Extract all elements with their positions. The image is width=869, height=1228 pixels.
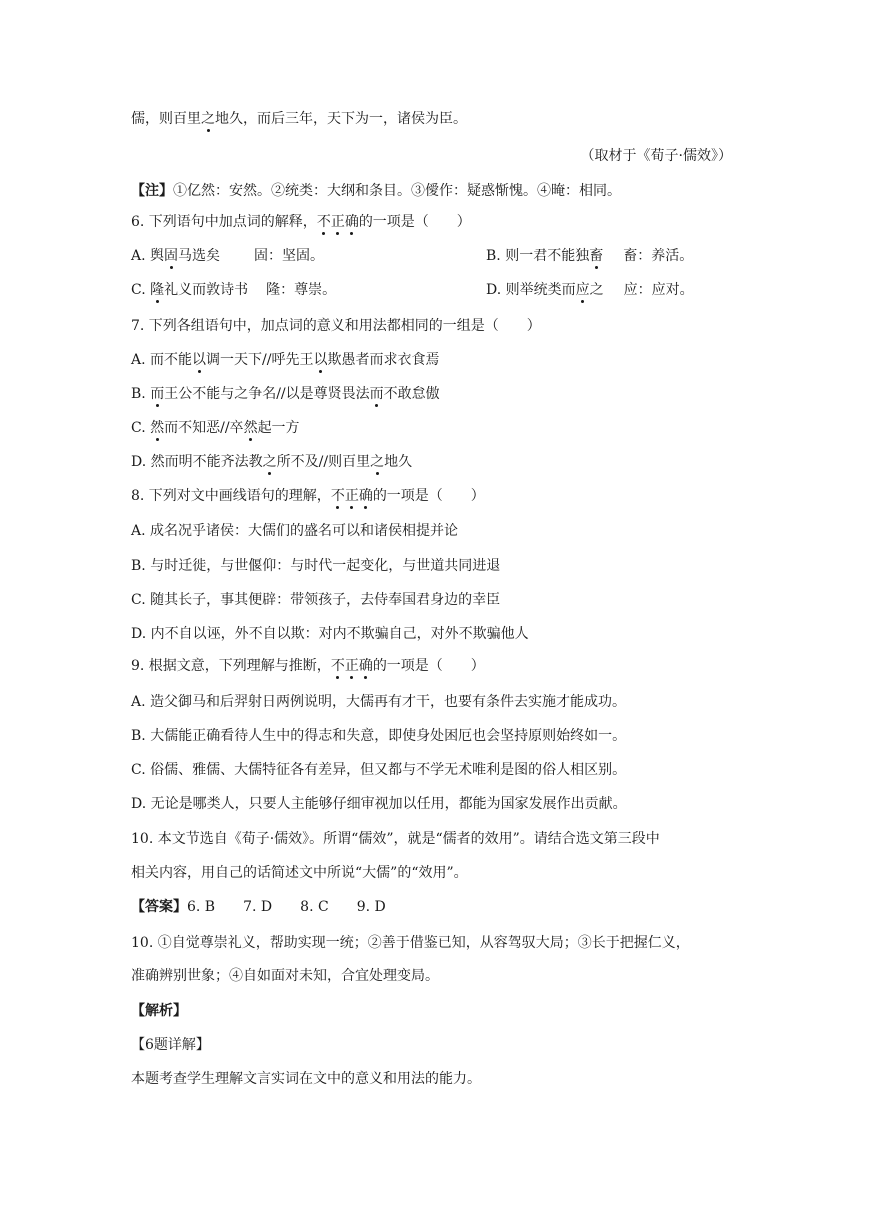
answer-10-line-1: 10. ①自觉尊崇礼义，帮助实现一统；②善于借鉴已知，从容驾驭大局；③长于把握仁义， <box>131 935 690 951</box>
question-8-option-a: A. 成名况乎诸侯：大儒们的盛名可以和诸侯相提并论 <box>131 523 459 539</box>
question-6-option-b: B. 则一君不能独畜 畜：养活。 <box>486 248 694 264</box>
question-8-option-b: B. 与时迁徙，与世偃仰：与时代一起变化，与世道共同进退 <box>131 558 501 574</box>
question-10-line-2: 相关内容，用自己的话简述文中所说“大儒”的“效用”。 <box>131 865 468 881</box>
question-7-option-b: B. 而王公不能与之争名//以是尊贤畏法而不敢怠傲 <box>131 386 440 402</box>
question-9-option-b: B. 大儒能正确看待人生中的得志和失意，即使身处困厄也会坚持原则始终如一。 <box>131 728 627 744</box>
question-8-option-c: C. 随其长子，事其便辟：带领孩子，去侍奉国君身边的幸臣 <box>131 592 501 608</box>
dotted-word: 之 <box>201 111 215 127</box>
question-8-stem: 8. 下列对文中画线语句的理解，不正确的一项是（ ） <box>131 488 485 504</box>
answer-10-line-2: 准确辨别世象；④自如面对未知，合宜处理变局。 <box>131 968 439 984</box>
source-citation: （取材于《荀子·儒效》） <box>580 148 732 164</box>
question-9-option-c: C. 俗儒、雅儒、大儒特征各有差异，但又都与不学无术唯利是图的俗人相区别。 <box>131 762 627 778</box>
passage-last-line: 儒，则百里之地久，而后三年，天下为一，诸侯为臣。 <box>131 111 467 127</box>
question-6-option-d: D. 则举统类而应之 应：应对。 <box>486 282 694 298</box>
q6-detail-label: 【6题详解】 <box>131 1037 210 1053</box>
question-9-option-a: A. 造父御马和后羿射日两例说明，大儒再有才干，也要有条件去实施才能成功。 <box>131 694 627 710</box>
question-7-option-c: C. 然而不知恶//卒然起一方 <box>131 420 300 436</box>
question-8-option-d: D. 内不自以诬，外不自以欺：对内不欺骗自己，对外不欺骗他人 <box>131 626 529 642</box>
question-7-stem: 7. 下列各组语句中，加点词的意义和用法都相同的一组是（ ） <box>131 318 541 334</box>
question-7-option-d: D. 然而明不能齐法教之所不及//则百里之地久 <box>131 454 413 470</box>
question-9-option-d: D. 无论是哪类人，只要人主能够仔细审视加以任用，都能为国家发展作出贡献。 <box>131 796 627 812</box>
q6-detail-text: 本题考查学生理解文言实词在文中的意义和用法的能力。 <box>131 1071 481 1087</box>
answer-line: 【答案】6. B 7. D 8. C 9. D <box>131 899 386 915</box>
annotation-note: 【注】①亿然：安然。②统类：大纲和条目。③僾作：疑惑惭愧。④晻：相同。 <box>131 183 621 199</box>
question-9-stem: 9. 根据文意，下列理解与推断，不正确的一项是（ ） <box>131 658 485 674</box>
question-6-option-a: A. 舆固马选矣 固：坚固。 <box>131 248 325 264</box>
question-10-line-1: 10. 本文节选自《荀子·儒效》。所谓“儒效”，就是“儒者的效用”。请结合选文第三段中 <box>131 831 660 847</box>
question-6-stem: 6. 下列语句中加点词的解释，不正确的一项是（ ） <box>131 214 471 230</box>
analysis-label: 【解析】 <box>131 1003 187 1019</box>
question-7-option-a: A. 而不能以调一天下//呼先王以欺愚者而求衣食焉 <box>131 352 440 368</box>
answer-label: 【答案】 <box>131 899 187 915</box>
question-6-option-c: C. 隆礼义而敦诗书 隆：尊崇。 <box>131 282 337 298</box>
